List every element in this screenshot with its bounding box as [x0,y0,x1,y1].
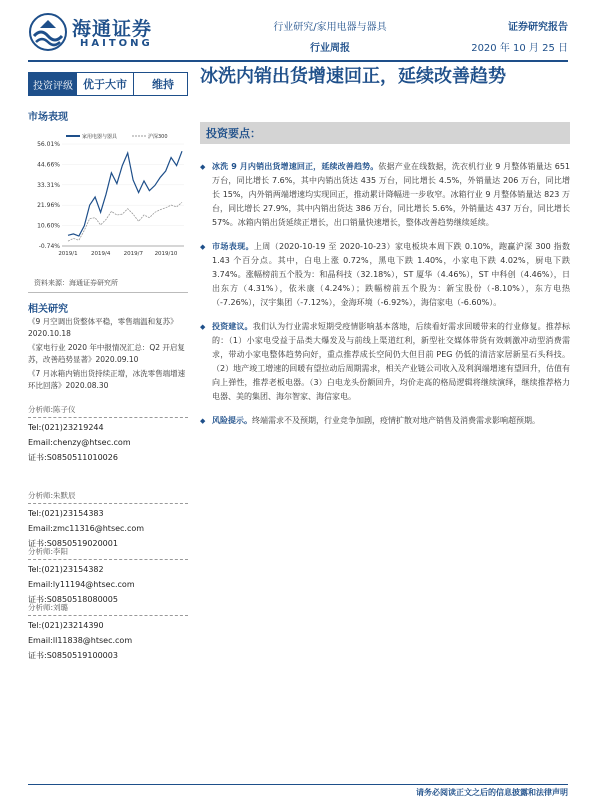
highlight-item [200,240,570,310]
footer-disclaimer: 请务必阅读正文之后的信息披露和法律声明 [416,788,568,797]
header-right [471,18,568,54]
related-item[interactable]: 《家电行业 2020 年中报情况汇总：Q2 开启复苏，改善趋势显著》2020.09.10 [28,343,185,364]
market-performance-title: 市场表现 [28,112,68,123]
highlight-lead: 风险提示。 [212,416,252,425]
y-tick-label: 56.01% [37,141,60,148]
report-type: 行业周报 [310,43,350,54]
analyst-email[interactable]: Email:ly11194@htsec.com [28,580,135,589]
footer-divider [28,784,568,785]
x-tick-label: 2019/10 [154,251,178,257]
investment-highlights [200,160,570,438]
highlight-item [200,320,570,404]
x-tick-label: 2019/1 [58,251,78,257]
header-center [250,18,410,54]
x-tick-label: 2019/7 [123,251,144,257]
analyst-cert: 证书:S0850511010026 [28,453,118,462]
y-tick-label: 33.31% [37,181,60,189]
section-divider [28,292,188,293]
logo-english-name: HAITONG [80,38,153,49]
highlight-text: 依据产业在线数据，洗衣机行业 9 月整体销量达 651 万台，同比增长 7.6%，其中内销出货达 435 万台，同比增长 4.5%，外销量达 206 万台，同比增长 15%，内外销两端增速均实现回正，推动累计降幅进一步收窄。冰箱行业 9 月整体销量达 823 万台，同比增长 27.9%，其中内销出货达 386 万台，同比增长 5.6%，外销量达 437 万台，同比增长 57%。冰箱内销出货延续正增长，出口销量快速增长，整体改善趋势继续延续。 [212,162,570,227]
report-series: 证券研究报告 [508,22,568,33]
legend-label-csi300: 沪深300 [148,134,168,140]
y-tick-label: 44.66% [37,161,60,169]
analyst-email[interactable]: Email:ll11838@htsec.com [28,636,133,645]
y-tick-label: -0.74% [38,243,60,250]
analyst-block [28,488,188,551]
analyst-name: 分析师:朱默辰 [28,488,188,504]
y-tick-label: 10.60% [37,222,60,230]
highlight-item [200,414,570,428]
related-item[interactable]: 《9 月空调出货整体平稳，零售端温和复苏》2020.10.18 [28,317,178,338]
related-research-list [28,316,188,394]
analyst-block [28,544,188,607]
analyst-tel: Tel:(021)23219244 [28,423,104,432]
market-performance-chart [28,128,188,266]
highlight-text: 终端需求不及预期，行业竞争加剧，疫情扩散对地产销售及消费需求影响超预期。 [252,416,540,425]
analyst-tel: Tel:(021)23154382 [28,565,104,574]
analyst-cert: 证书:S0850519020001 [28,539,118,548]
highlight-text: 上周（2020-10-19 至 2020-10-23）家电板块本周下跌 0.10%，跑赢沪深 300 指数 1.43 个百分点。其中，白电上涨 0.72%，黑电下跌 1.40%，小家电下跌 4.02%，厨电下跌 3.74%。涨幅榜前五个股为：和晶科技（32.18%），ST 厦华（4.46%），ST 中科创（4.46%），日出东方（4.31%），依米康（4.24%）；跌幅榜前五个股为：新宝股份（-8.10%），东方电热（-7.26%），汉宇集团（-7.12%），金海环境（-6.92%），海信家电（-6.60%）。 [212,242,570,307]
haitong-emblem-icon [28,12,68,52]
analyst-email[interactable]: Email:chenzy@htsec.com [28,438,131,447]
analyst-cert: 证书:S0850518080005 [28,595,118,604]
analyst-block [28,402,188,465]
industry-category: 行业研究/家用电器与器具 [273,22,387,33]
analyst-cert: 证书:S0850519100003 [28,651,118,660]
x-tick-label: 2019/4 [90,251,111,257]
chart-source: 资料来源：海通证券研究所 [34,279,118,287]
analyst-tel: Tel:(021)23214390 [28,621,104,630]
header-divider [28,60,568,62]
analyst-block [28,600,188,663]
highlight-text: 我们认为行业需求短期受疫情影响基本落地，后续看好需求回暖带来的行业修复。推荐标的：（1）小家电受益于品类大爆发及与前线上渠道红利，新型社交媒体带货有效刺激冲动型消费需求，带动小家电整体趋势向好，重点推荐成长空间仍大但目前 PEG 仍低的清洁家居新星石头科技。（2）地产竣工增速的回暖有望拉动后周期需求，相关产业链公司收入及利润端增速有望回升，估值有向上弹性，推荐老板电器。（3）白电龙头份额回升，均价走高的格局逻辑将继续演绎，继续推荐格力电器、美的集团、海尔智家、海信家电。 [212,322,571,401]
rating-label: 投资评级 [29,73,77,95]
investment-highlights-header: 投资要点： [200,122,570,144]
rating-value: 优于大市 [77,73,134,95]
highlight-lead: 冰洗 9 月内销出货增速回正，延续改善趋势。 [212,162,379,171]
rating-change: 维持 [152,78,174,91]
analyst-name: 分析师:陈子仪 [28,402,188,418]
related-research-title: 相关研究 [28,304,68,315]
investment-rating-box [28,72,188,96]
analyst-name: 分析师:刘璐 [28,600,188,616]
highlight-item [200,160,570,230]
report-title: 冰洗内销出货增速回正，延续改善趋势 [200,66,506,87]
analyst-email[interactable]: Email:zmc11316@htsec.com [28,524,145,533]
logo-chinese-name: 海通证券 [72,18,153,40]
analyst-tel: Tel:(021)23154383 [28,509,104,518]
highlight-lead: 投资建议。 [212,322,253,331]
report-date: 2020 年 10 月 25 日 [471,43,568,54]
highlight-lead: 市场表现。 [212,242,254,251]
legend-label-appliance: 家用电器与器具 [82,134,118,140]
y-tick-label: 21.96% [37,202,60,210]
related-item[interactable]: 《7 月冰箱内销出货持续正增，冰洗零售端增速环比回落》2020.08.30 [28,369,186,390]
company-logo [28,12,178,52]
analyst-name: 分析师:李阳 [28,544,188,560]
